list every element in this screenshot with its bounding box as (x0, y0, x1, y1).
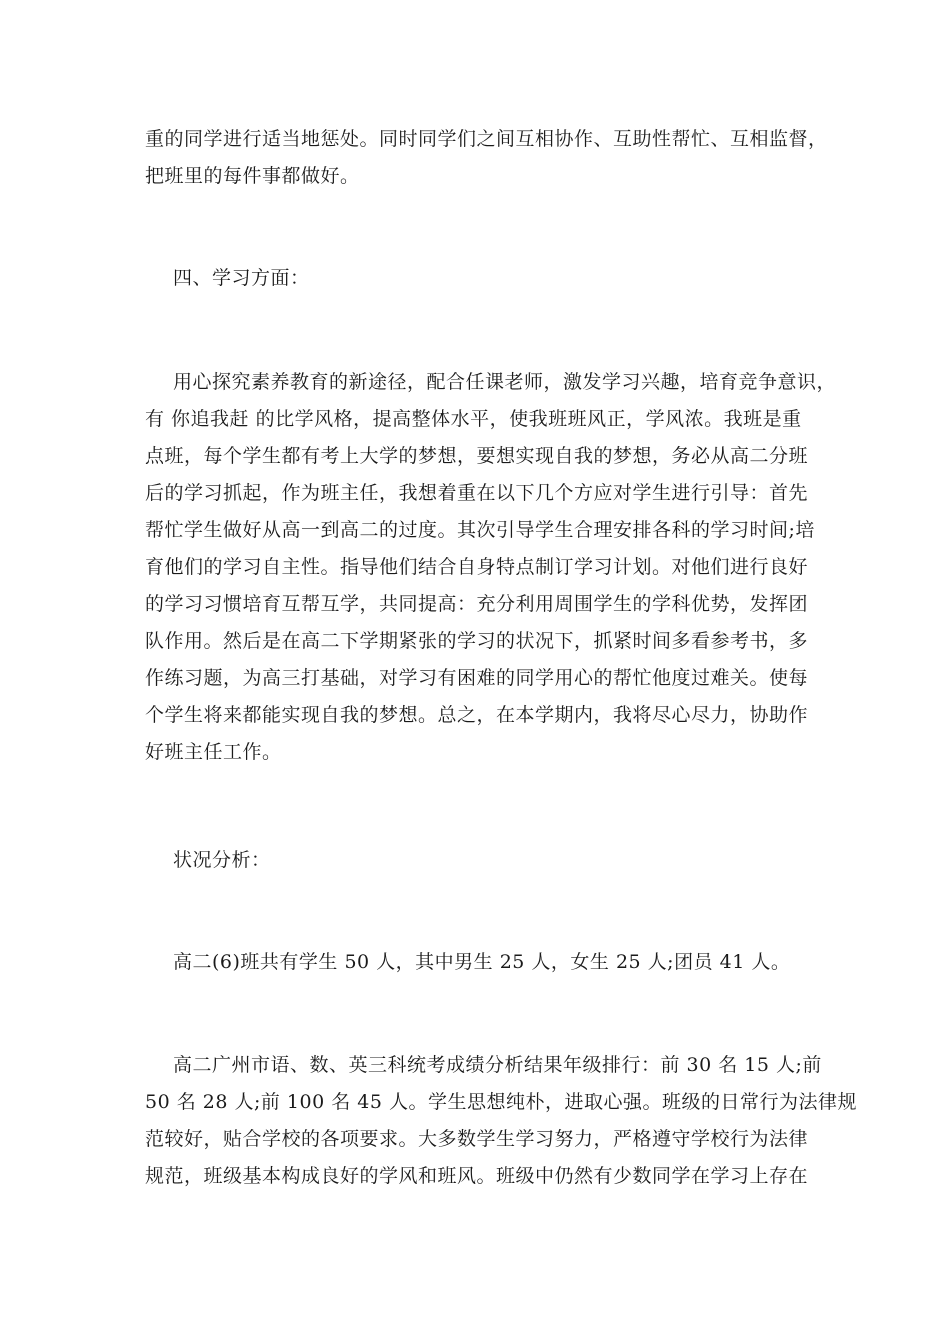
exam-paragraph-line-2: 50 名 28 人;前 100 名 45 人。学生思想纯朴，进取心强。班级的日常行为法律规 (145, 1091, 857, 1113)
exam-paragraph-line-3: 范较好，贴合学校的各项要求。大多数学生学习努力，严格遵守学校行为法律 (145, 1128, 809, 1150)
continuation-line-1: 重的同学进行适当地惩处。同时同学们之间互相协作、互助性帮忙、互相监督， (145, 128, 828, 150)
study-paragraph-line-10: 个学生将来都能实现自我的梦想。总之，在本学期内，我将尽心尽力，协助作 (145, 704, 809, 726)
analysis-heading: 状况分析： (173, 849, 271, 871)
study-paragraph-line-11: 好班主任工作。 (145, 741, 282, 763)
study-paragraph-line-6: 育他们的学习自主性。指导他们结合自身特点制订学习计划。对他们进行良好 (145, 556, 809, 578)
exam-paragraph-line-1: 高二广州市语、数、英三科统考成绩分析结果年级排行：前 30 名 15 人;前 (173, 1054, 822, 1076)
study-paragraph-line-2: 有 你追我赶 的比学风格，提高整体水平，使我班班风正，学风浓。我班是重 (145, 408, 802, 430)
class-stats-line: 高二(6)班共有学生 50 人，其中男生 25 人，女生 25 人;团员 41 人。 (173, 951, 791, 973)
exam-paragraph-line-4: 规范，班级基本构成良好的学风和班风。班级中仍然有少数同学在学习上存在 (145, 1165, 809, 1187)
study-paragraph-line-5: 帮忙学生做好从高一到高二的过度。其次引导学生合理安排各科的学习时间;培 (145, 519, 815, 541)
continuation-line-2: 把班里的每件事都做好。 (145, 165, 360, 187)
study-paragraph-line-1: 用心探究素养教育的新途径，配合任课老师，激发学习兴趣，培育竞争意识， (173, 371, 837, 393)
study-paragraph-line-7: 的学习习惯培育互帮互学，共同提高：充分利用周围学生的学科优势，发挥团 (145, 593, 809, 615)
study-paragraph-line-9: 作练习题，为高三打基础，对学习有困难的同学用心的帮忙他度过难关。使每 (145, 667, 809, 689)
study-paragraph-line-4: 后的学习抓起，作为班主任，我想着重在以下几个方应对学生进行引导：首先 (145, 482, 809, 504)
study-paragraph-line-8: 队作用。然后是在高二下学期紧张的学习的状况下，抓紧时间多看参考书，多 (145, 630, 809, 652)
section-four-heading: 四、学习方面： (173, 267, 310, 289)
study-paragraph-line-3: 点班，每个学生都有考上大学的梦想，要想实现自我的梦想，务必从高二分班 (145, 445, 809, 467)
